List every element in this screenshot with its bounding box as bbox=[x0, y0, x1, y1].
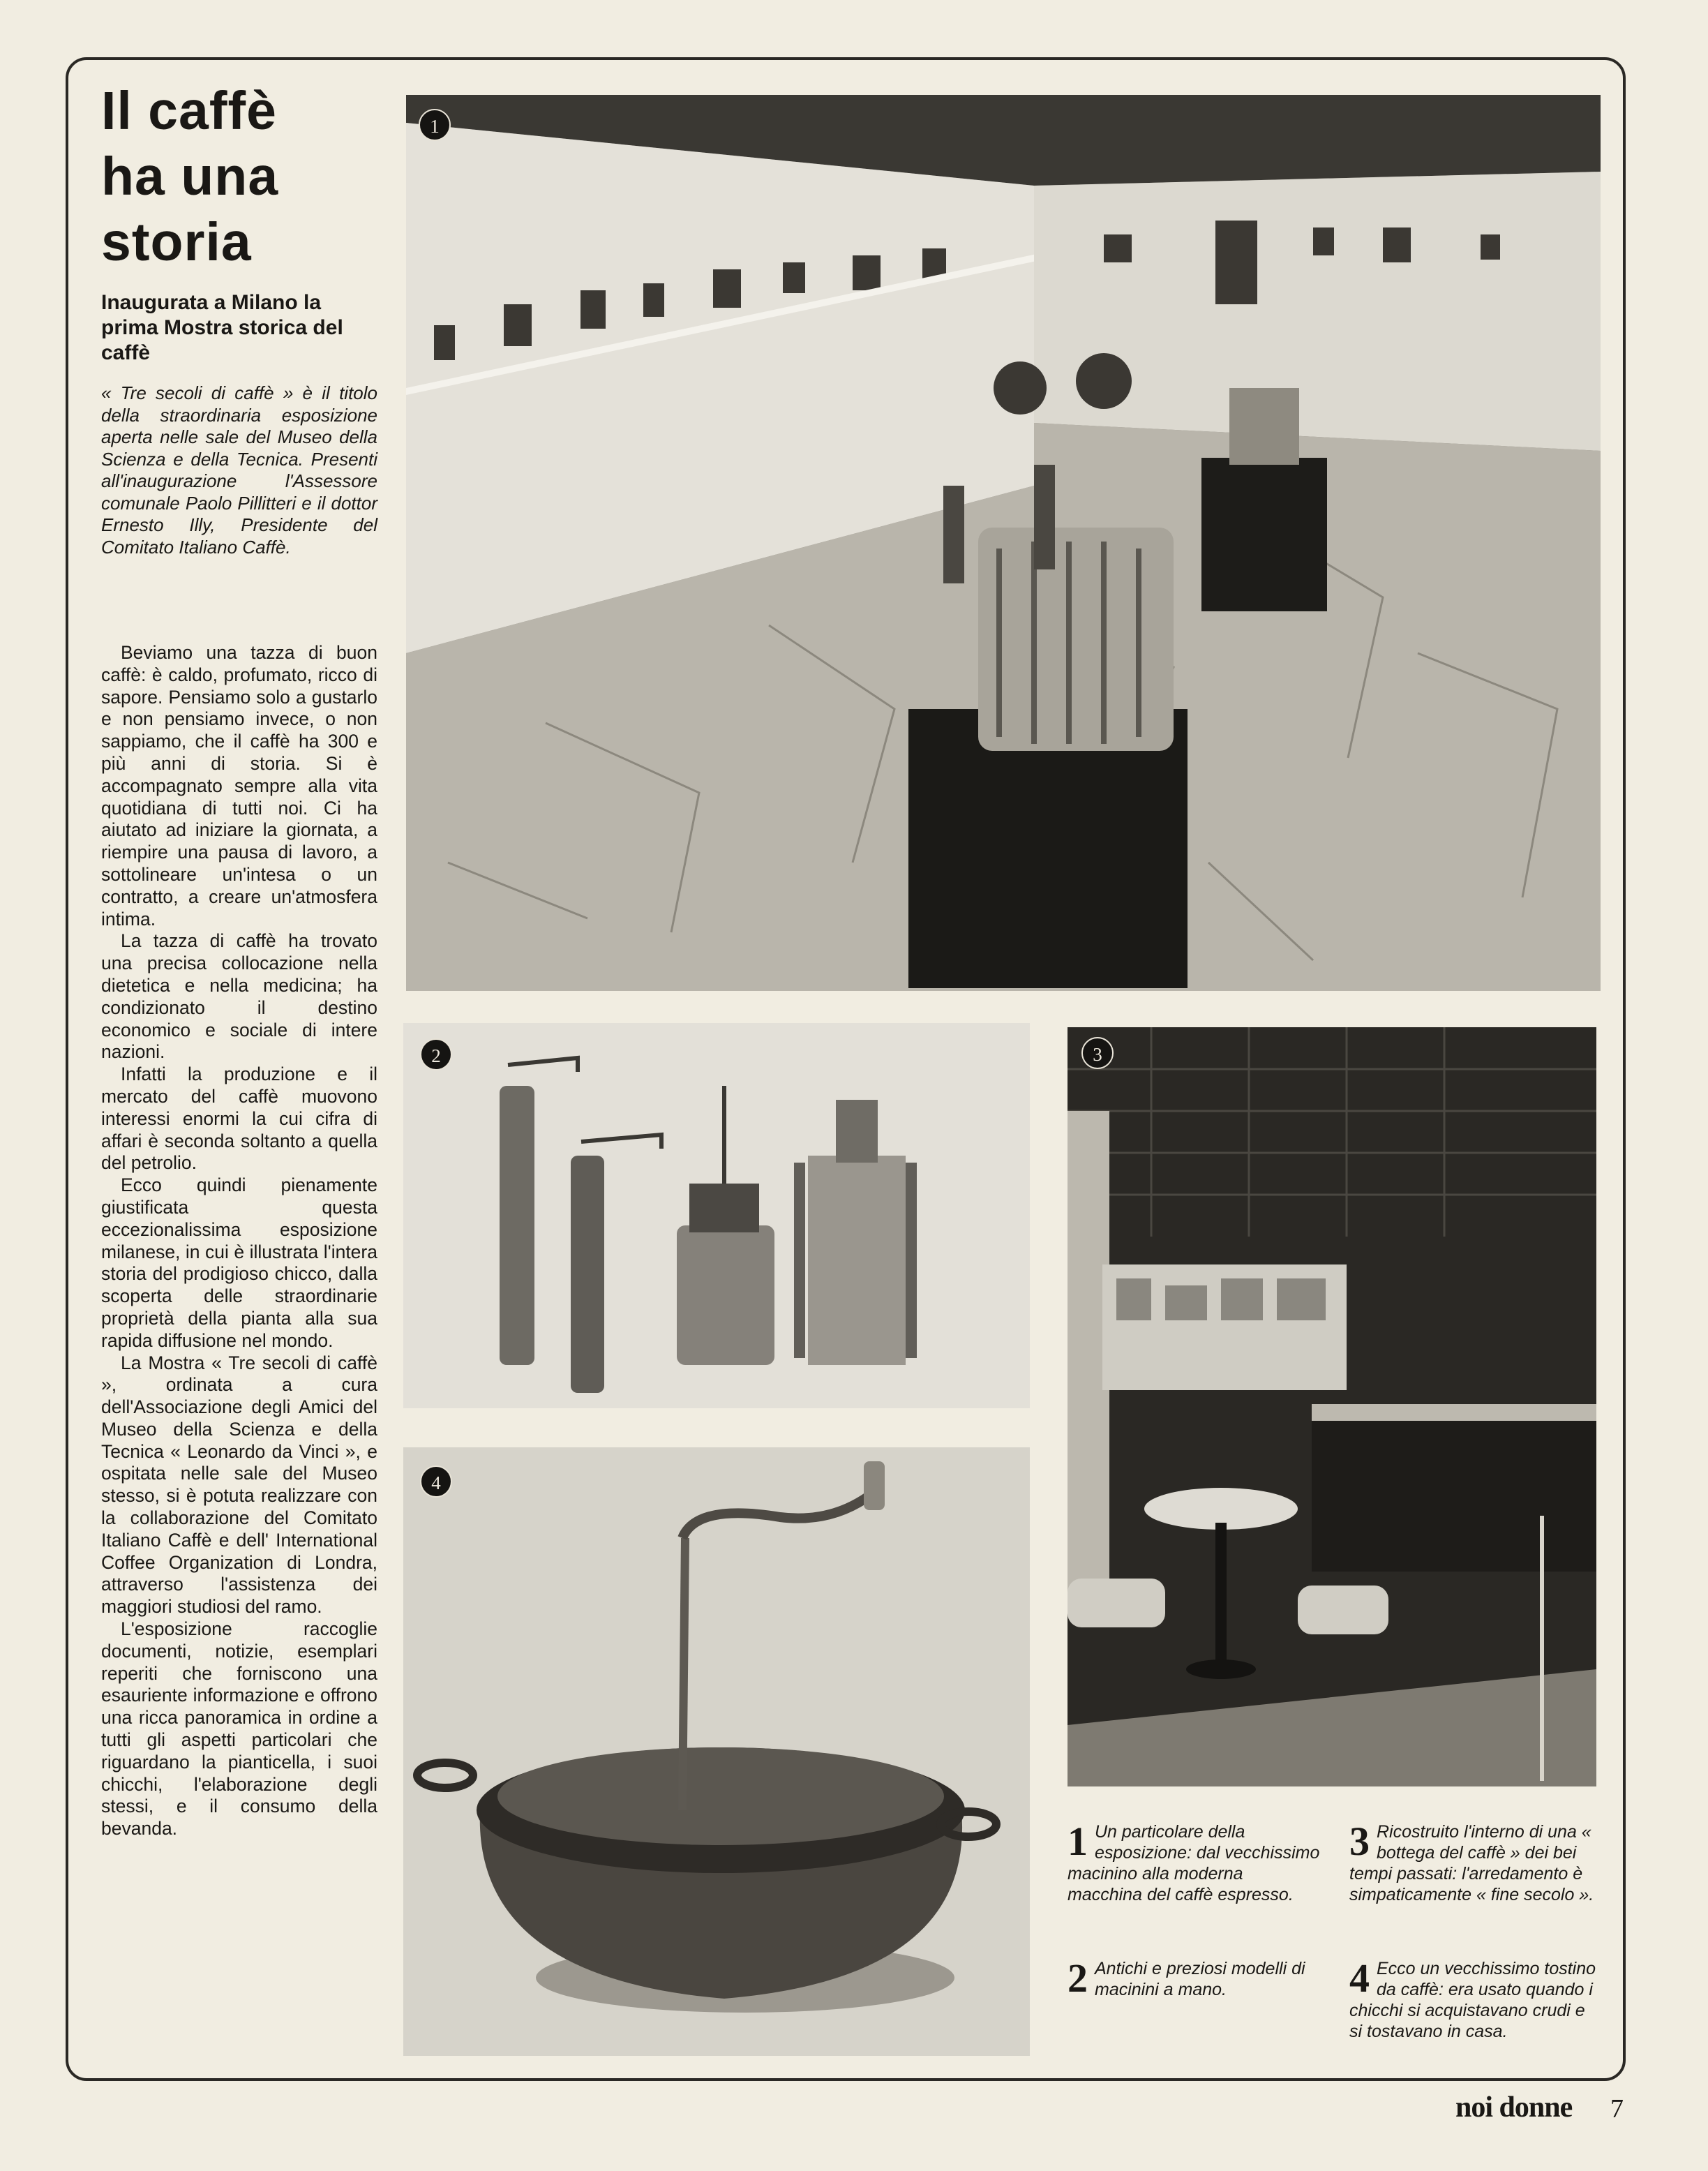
photo-number-badge: 1 bbox=[419, 109, 451, 141]
photo-number-badge: 4 bbox=[420, 1465, 452, 1498]
body-paragraph: Ecco quindi pienamente giustificata questa eccezionalissima esposizione milanese, in cui è illustrata l'intera storia del prodigioso chicco, dalla scoperta delle straordinarie proprietà della pianta alla sua rapida diffusione nel mondo. bbox=[101, 1174, 377, 1351]
body-paragraph: La Mostra « Tre secoli di caffè », ordinata a cura dell'Associazione degli Amici del Museo della Scienza e della Tecnica « Leonardo da Vinci », e ospitata nelle sale del Museo stesso, si è potuta realizzare con la collaborazione del Comitato Italiano Caffè e dell' International Coffee Organization di Londra, attraverso l'assistenza dei maggiori studiosi del ramo. bbox=[101, 1352, 377, 1618]
caption-number: 4 bbox=[1349, 1955, 1370, 2001]
body-paragraph: Beviamo una tazza di buon caffè: è caldo, profumato, ricco di sapore. Pensiamo solo a gustarlo e non pensiamo invece, o non sappiamo, che il caffè ha 300 e più anni di storia. Si è accompagnato sempre alla vita quotidiana di tutti noi. Ci ha aiutato ad iniziare la giornata, a riempire una pausa di lavoro, a sottolineare un'intesa o un contratto, a creare un'atmosfera intima. bbox=[101, 642, 377, 930]
caption-1 bbox=[1068, 1821, 1321, 1905]
photo-coffee-roaster bbox=[403, 1447, 1030, 2056]
title-line-2: ha una bbox=[101, 147, 279, 207]
title-line-1: Il caffè bbox=[101, 81, 277, 141]
article-lead: « Tre secoli di caffè » è il titolo della straordinaria esposizione aperta nelle sale del Museo della Scienza e della Tecnica. Presenti all'inaugurazione l'Assessore comunale Paolo Pillitteri e il dottor Ernesto Illy, Presidente del Comitato Italiano Caffè. bbox=[101, 382, 377, 558]
article-title bbox=[101, 78, 394, 275]
page-number: 7 bbox=[1610, 2094, 1624, 2124]
caption-4 bbox=[1349, 1955, 1598, 2042]
caption-2 bbox=[1068, 1955, 1321, 2001]
article-body bbox=[101, 642, 377, 1840]
article-subtitle: Inaugurata a Milano la prima Mostra storica del caffè bbox=[101, 291, 343, 364]
body-paragraph: La tazza di caffè ha trovato una precisa collocazione nella dietetica e nella medicina; ha condizionato il destino economico e sociale di intere nazioni. bbox=[101, 930, 377, 1063]
title-line-3: storia bbox=[101, 212, 252, 272]
caption-text: Antichi e preziosi modelli di macinini a mano. bbox=[1095, 1959, 1305, 1999]
caption-text: Ecco un vecchissimo tostino da caffè: era usato quando i chicchi si acquistavano crudi e si tostavano in casa. bbox=[1349, 1959, 1596, 2041]
caption-3 bbox=[1349, 1821, 1598, 1905]
hand-grinders-image bbox=[403, 1023, 1030, 1408]
caption-number: 3 bbox=[1349, 1819, 1370, 1864]
photo-exhibition-hall bbox=[406, 95, 1601, 991]
photo-number-badge: 3 bbox=[1081, 1037, 1114, 1069]
exhibition-hall-image bbox=[406, 95, 1601, 991]
coffee-shop-image bbox=[1068, 1027, 1596, 1786]
photo-coffee-shop bbox=[1068, 1027, 1596, 1786]
body-paragraph: L'esposizione raccoglie documenti, notizie, esemplari reperiti che forniscono una esauriente informazione e offrono una ricca panoramica in ordine a tutti gli aspetti particolari che riguardano la pianticella, i suoi chicchi, l'elaborazione degli stessi, e il consumo della bevanda. bbox=[101, 1618, 377, 1840]
caption-text: Ricostruito l'interno di una « bottega del caffè » dei bei tempi passati: l'arredamento è simpaticamente « fine secolo ». bbox=[1349, 1822, 1594, 1904]
photo-number-badge: 2 bbox=[420, 1038, 452, 1070]
photo-hand-grinders bbox=[403, 1023, 1030, 1408]
caption-text: Un particolare della esposizione: dal vecchissimo macinino alla moderna macchina del caffè espresso. bbox=[1068, 1822, 1320, 1904]
caption-number: 2 bbox=[1068, 1955, 1088, 2001]
caption-number: 1 bbox=[1068, 1819, 1088, 1864]
coffee-roaster-image bbox=[403, 1447, 1030, 2056]
body-paragraph: Infatti la produzione e il mercato del caffè muovono interessi enormi la cui cifra di affari è seconda soltanto a quella del petrolio. bbox=[101, 1064, 377, 1174]
magazine-name: noi donne bbox=[1455, 2091, 1573, 2124]
